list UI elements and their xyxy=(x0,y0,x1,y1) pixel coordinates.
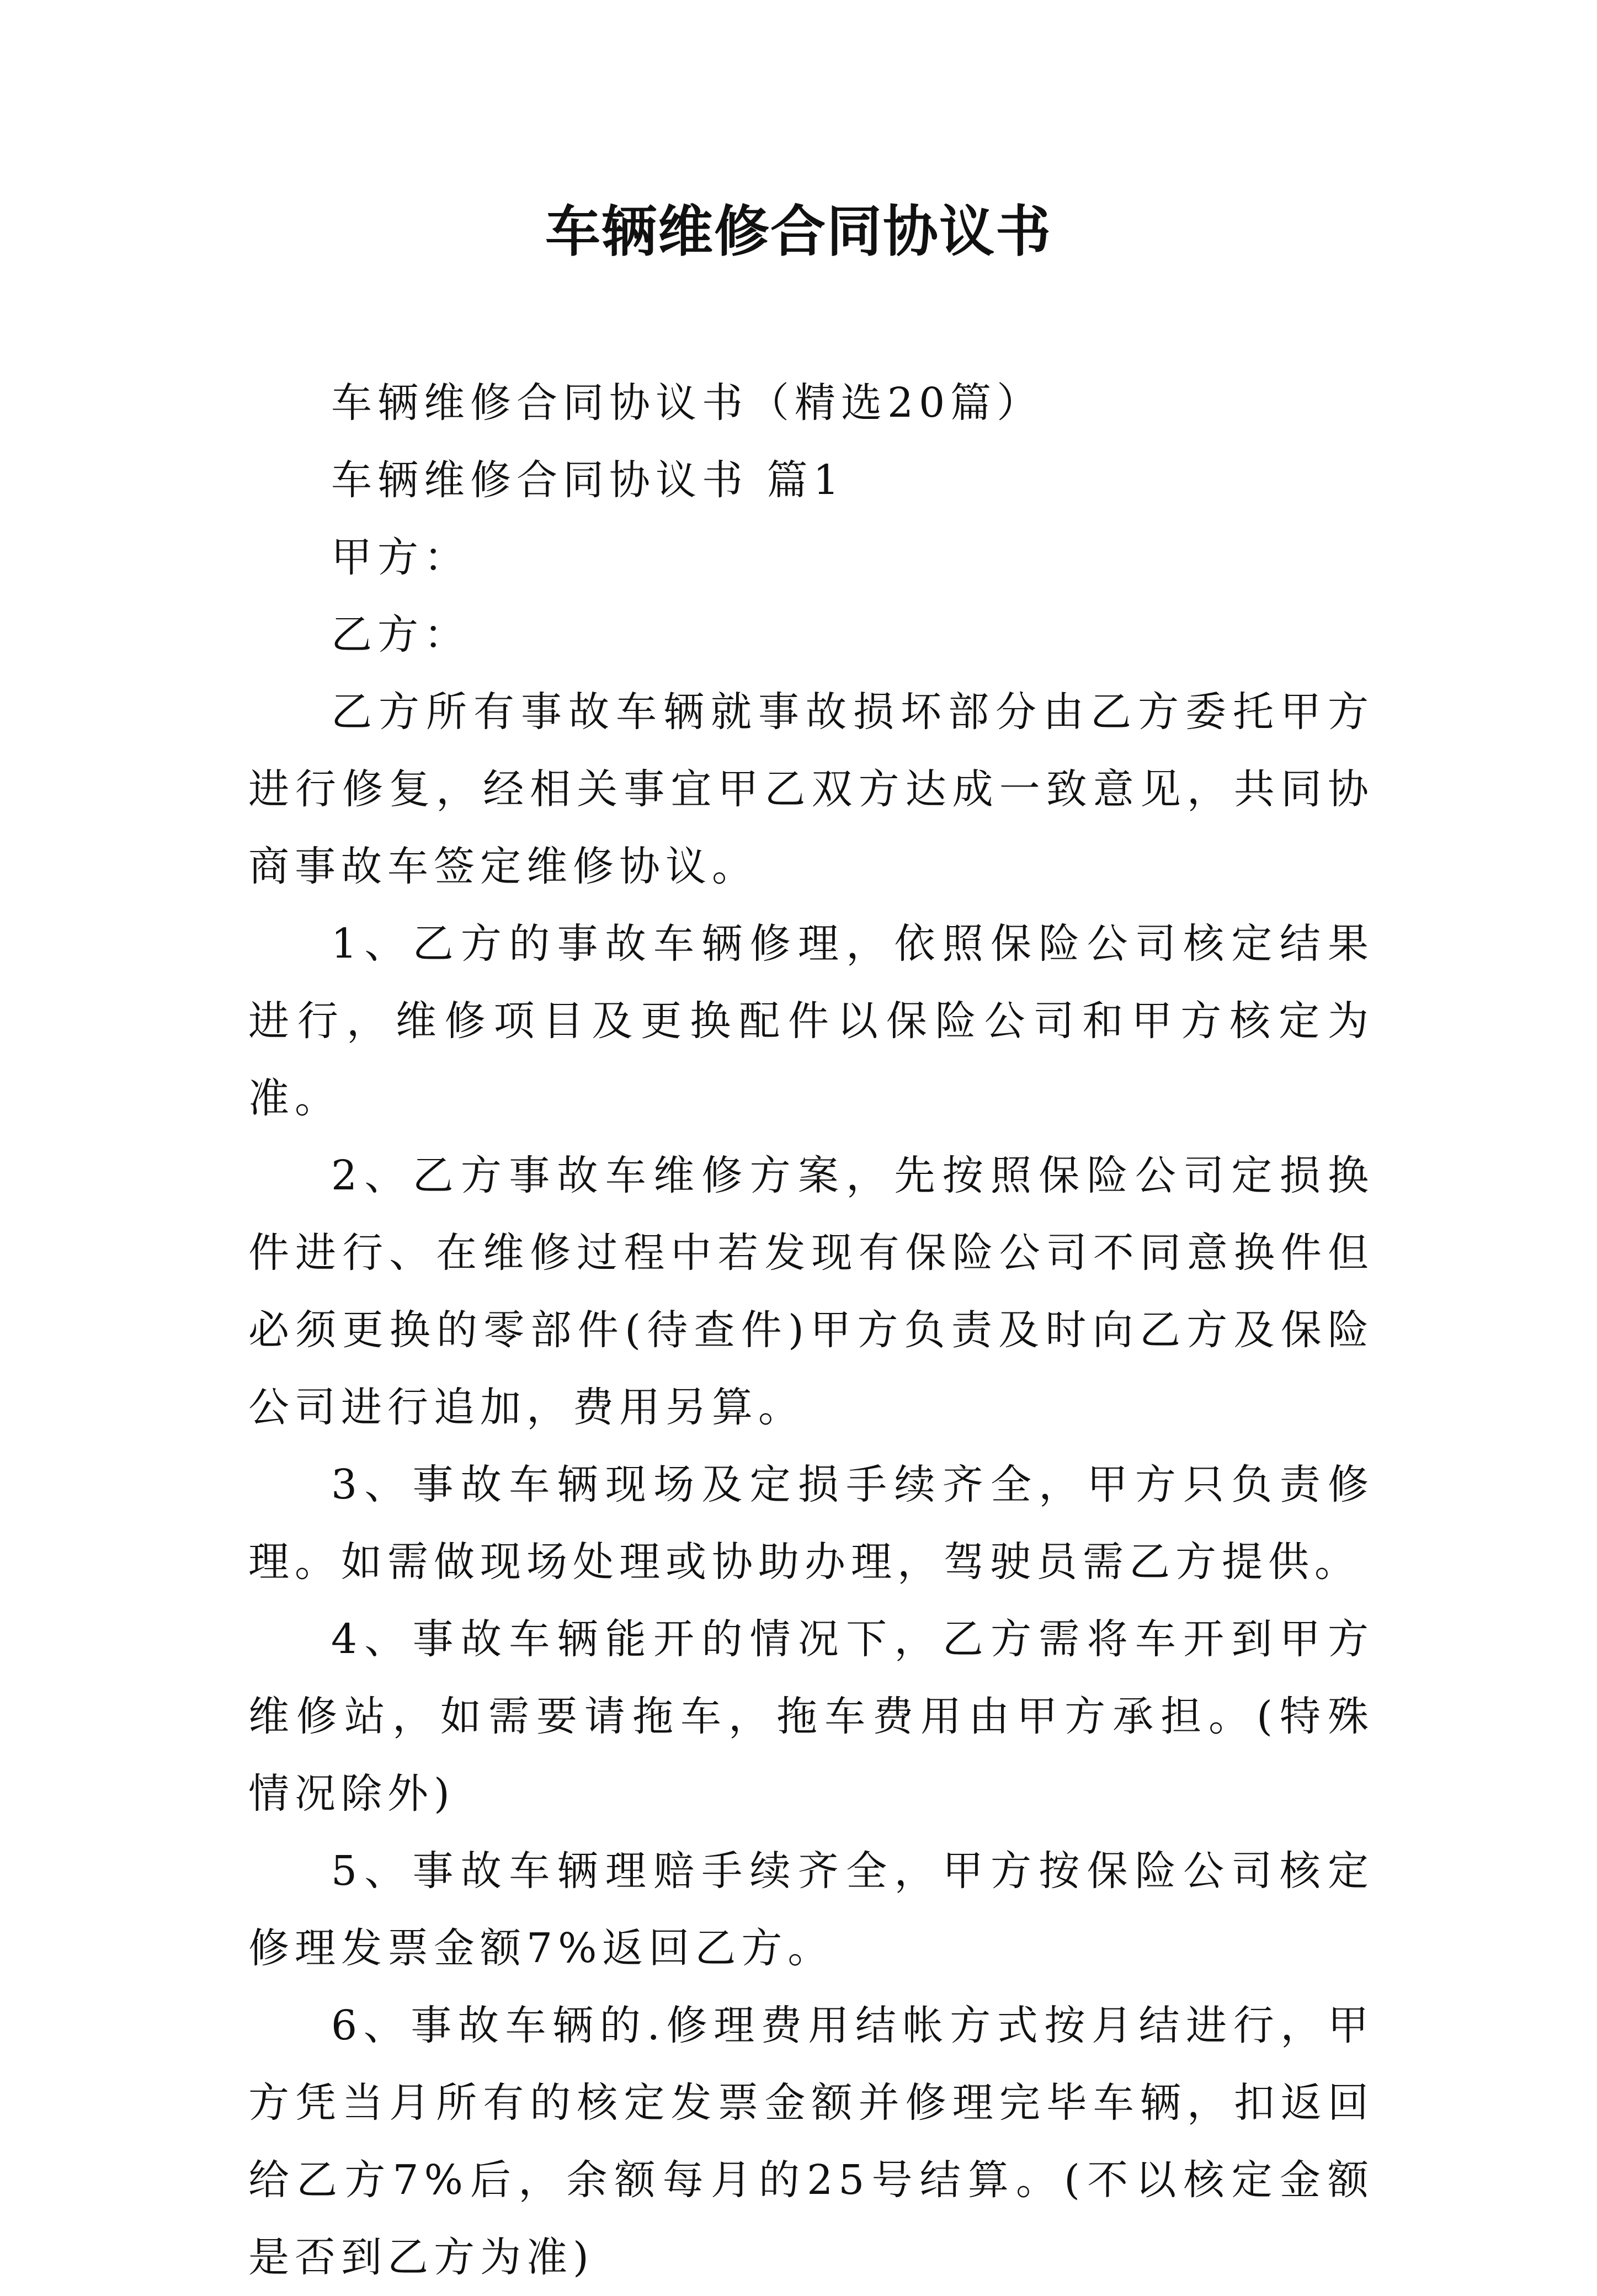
clause-1: 1、乙方的事故车辆修理，依照保险公司核定结果进行，维修项目及更换配件以保险公司和甲方核定为准。 xyxy=(248,920,1374,1122)
party-a-line: 甲方： xyxy=(331,534,470,581)
document-body xyxy=(248,364,1374,2296)
clause-3: 3、事故车辆现场及定损手续齐全，甲方只负责修理。如需做现场处理或协助办理，驾驶员需乙方提供。 xyxy=(248,1461,1374,1586)
clause-4: 4、事故车辆能开的情况下，乙方需将车开到甲方维修站，如需要请拖车，拖车费用由甲方承担。(特殊情况除外) xyxy=(248,1615,1374,1817)
subtitle-line: 车辆维修合同协议书（精选20篇） xyxy=(331,379,1044,427)
section-heading: 车辆维修合同协议书 篇1 xyxy=(331,456,845,504)
clause-6: 6、事故车辆的.修理费用结帐方式按月结进行，甲方凭当月所有的核定发票金额并修理完毕车辆，扣返回给乙方7%后，余额每月的25号结算。(不以核定金额是否到乙方为准) xyxy=(248,2002,1374,2281)
party-b-line: 乙方： xyxy=(331,611,470,658)
clause-5: 5、事故车辆理赔手续齐全，甲方按保险公司核定修理发票金额7%返回乙方。 xyxy=(248,1847,1374,1972)
intro-paragraph: 乙方所有事故车辆就事故损坏部分由乙方委托甲方进行修复，经相关事宜甲乙双方达成一致意见，共同协商事故车签定维修协议。 xyxy=(248,688,1374,890)
clause-2: 2、乙方事故车维修方案，先按照保险公司定损换件进行、在维修过程中若发现有保险公司不同意换件但必须更换的零部件(待查件)甲方负责及时向乙方及保险公司进行追加，费用另算。 xyxy=(248,1152,1374,1431)
document-title: 车辆维修合同协议书 xyxy=(545,199,1052,264)
